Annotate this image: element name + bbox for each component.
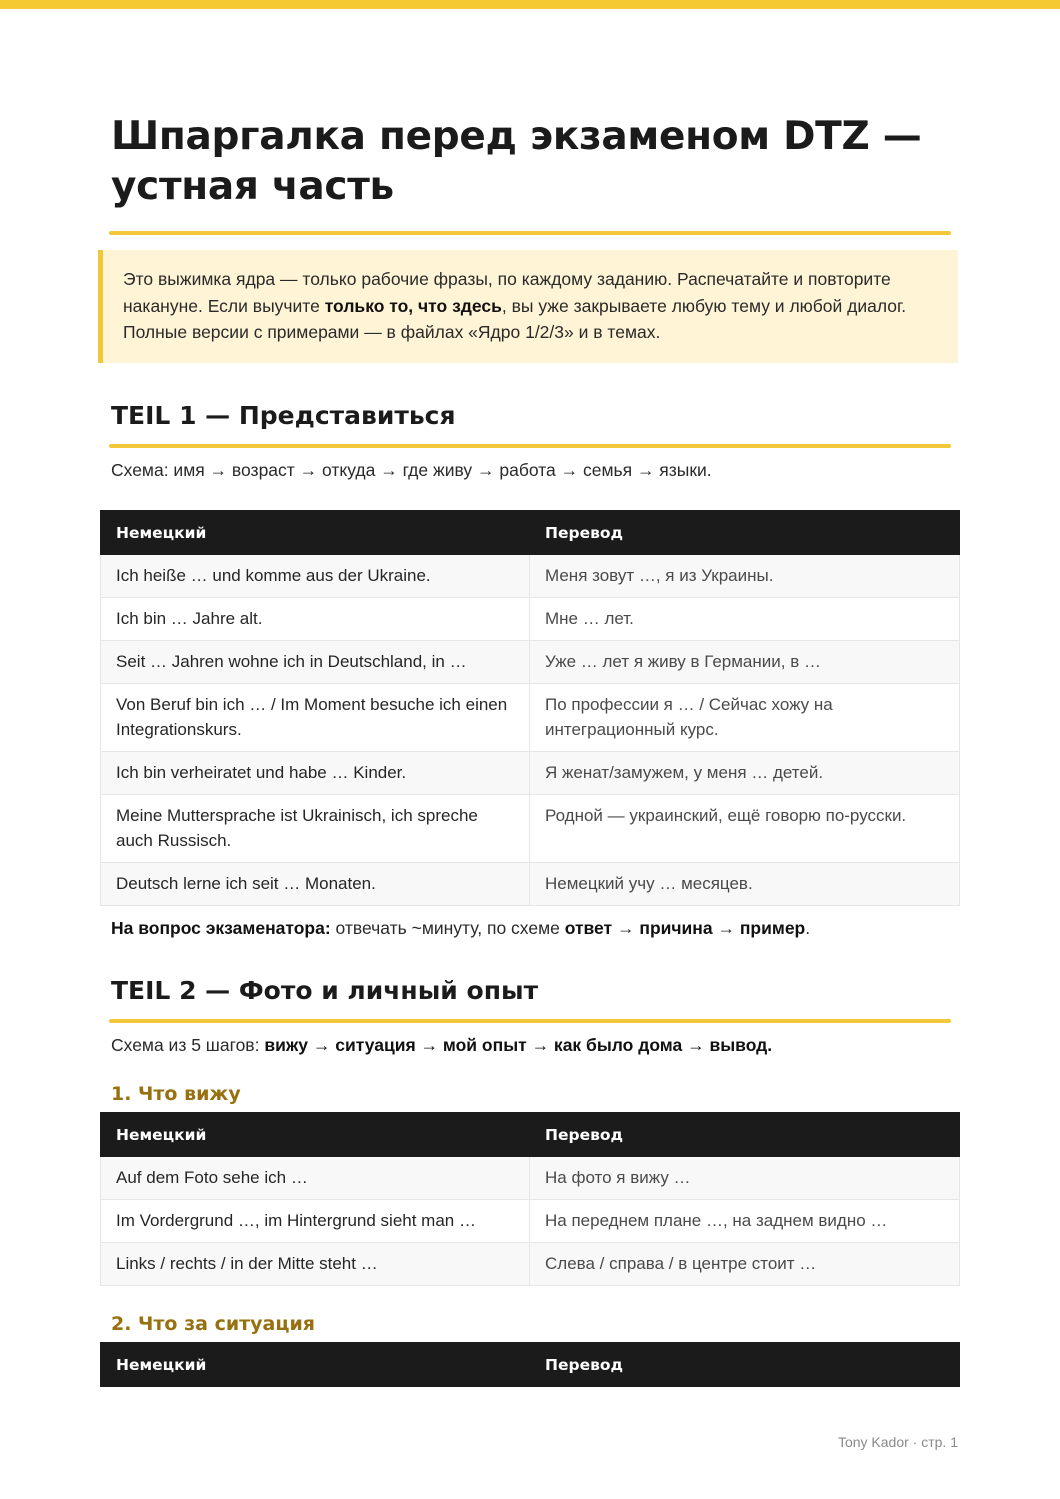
column-header-translation: Перевод: [530, 511, 960, 555]
translation: Слева / справа / в центре стоит …: [530, 1243, 960, 1286]
translation: Мне … лет.: [530, 598, 960, 641]
german-phrase: Im Vordergrund …, im Hintergrund sieht man …: [101, 1200, 530, 1243]
tip-end: .: [805, 918, 811, 938]
table-row: [101, 752, 960, 795]
column-header-german: Немецкий: [101, 1113, 530, 1157]
column-header-translation: Перевод: [530, 1343, 960, 1387]
german-phrase: Seit … Jahren wohne ich in Deutschland, in …: [101, 641, 530, 684]
page-footer: Tony Kador · стр. 1: [837, 1434, 958, 1450]
teil1-phrase-table: [100, 510, 960, 906]
column-header-translation: Перевод: [530, 1113, 960, 1157]
translation: На переднем плане …, на заднем видно …: [530, 1200, 960, 1243]
translation: Родной — украинский, ещё говорю по-русски.: [530, 795, 960, 863]
translation: По профессии я … / Сейчас хожу на интеграционный курс.: [530, 684, 960, 752]
german-phrase: Deutsch lerne ich seit … Monaten.: [101, 863, 530, 906]
sub-heading-situation: 2. Что за ситуация: [111, 1313, 315, 1335]
teil2-see-table: [100, 1112, 960, 1286]
translation: Уже … лет я живу в Германии, в …: [530, 641, 960, 684]
intro-text-2: , вы уже закрываете любую тему и любой диалог. Полные версии с примерами — в файлах «Ядро 1/2/3» и в темах.: [123, 295, 907, 342]
sub-heading-what-i-see: 1. Что вижу: [111, 1083, 241, 1105]
teil2-heading: TEIL 2 — Фото и личный опыт: [111, 976, 539, 1005]
teil1-examiner-tip: [111, 915, 951, 941]
column-header-german: Немецкий: [101, 511, 530, 555]
intro-bold: только то, что здесь: [324, 295, 502, 316]
tip-arrow: →: [712, 918, 740, 938]
teil1-underline: [109, 444, 951, 448]
intro-text-1: Это выжимка ядра — только рабочие фразы, по каждому заданию. Распечатайте и повторите накануне. Если выучите: [123, 269, 891, 316]
table-row: [101, 684, 960, 752]
table-row: [101, 641, 960, 684]
translation: Я женат/замужем, у меня … детей.: [530, 752, 960, 795]
table-header-row: [101, 1343, 960, 1387]
german-phrase: Von Beruf bin ich … / Im Moment besuche ich einen Integrationskurs.: [101, 684, 530, 752]
teil2-scheme: [111, 1032, 951, 1058]
intro-callout: [98, 250, 958, 363]
column-header-german: Немецкий: [101, 1343, 530, 1387]
table-row: [101, 555, 960, 598]
table-row: [101, 1243, 960, 1286]
scheme-steps: вижу → ситуация → мой опыт → как было дома → вывод.: [264, 1035, 773, 1055]
german-phrase: Ich heiße … und komme aus der Ukraine.: [101, 555, 530, 598]
title-underline: [109, 231, 951, 235]
table-row: [101, 795, 960, 863]
translation: На фото я вижу …: [530, 1157, 960, 1200]
translation: Меня зовут …, я из Украины.: [530, 555, 960, 598]
teil1-scheme: Схема: имя → возраст → откуда → где живу → работа → семья → языки.: [111, 460, 712, 480]
tip-arrow: →: [612, 918, 640, 938]
translation: Немецкий учу … месяцев.: [530, 863, 960, 906]
tip-text: отвечать ~минуту, по схеме: [330, 918, 565, 938]
tip-label: На вопрос экзаменатора:: [111, 918, 331, 938]
table-row: [101, 1200, 960, 1243]
table-header-row: [101, 1113, 960, 1157]
teil2-situation-table: [100, 1342, 960, 1387]
table-row: [101, 863, 960, 906]
german-phrase: Auf dem Foto sehe ich …: [101, 1157, 530, 1200]
tip-step-reason: причина: [639, 918, 713, 938]
teil2-underline: [109, 1019, 951, 1023]
page-title: Шпаргалка перед экзаменом DTZ — устная часть: [111, 114, 922, 209]
german-phrase: Links / rechts / in der Mitte steht …: [101, 1243, 530, 1286]
table-header-row: [101, 511, 960, 555]
top-accent-bar: [0, 0, 1060, 9]
german-phrase: Ich bin verheiratet und habe … Kinder.: [101, 752, 530, 795]
scheme-prefix: Схема из 5 шагов:: [111, 1035, 265, 1055]
german-phrase: Ich bin … Jahre alt.: [101, 598, 530, 641]
teil1-heading: TEIL 1 — Представиться: [111, 401, 456, 430]
tip-step-example: пример: [739, 918, 806, 938]
table-row: [101, 598, 960, 641]
german-phrase: Meine Muttersprache ist Ukrainisch, ich spreche auch Russisch.: [101, 795, 530, 863]
tip-step-answer: ответ: [564, 918, 613, 938]
table-row: [101, 1157, 960, 1200]
